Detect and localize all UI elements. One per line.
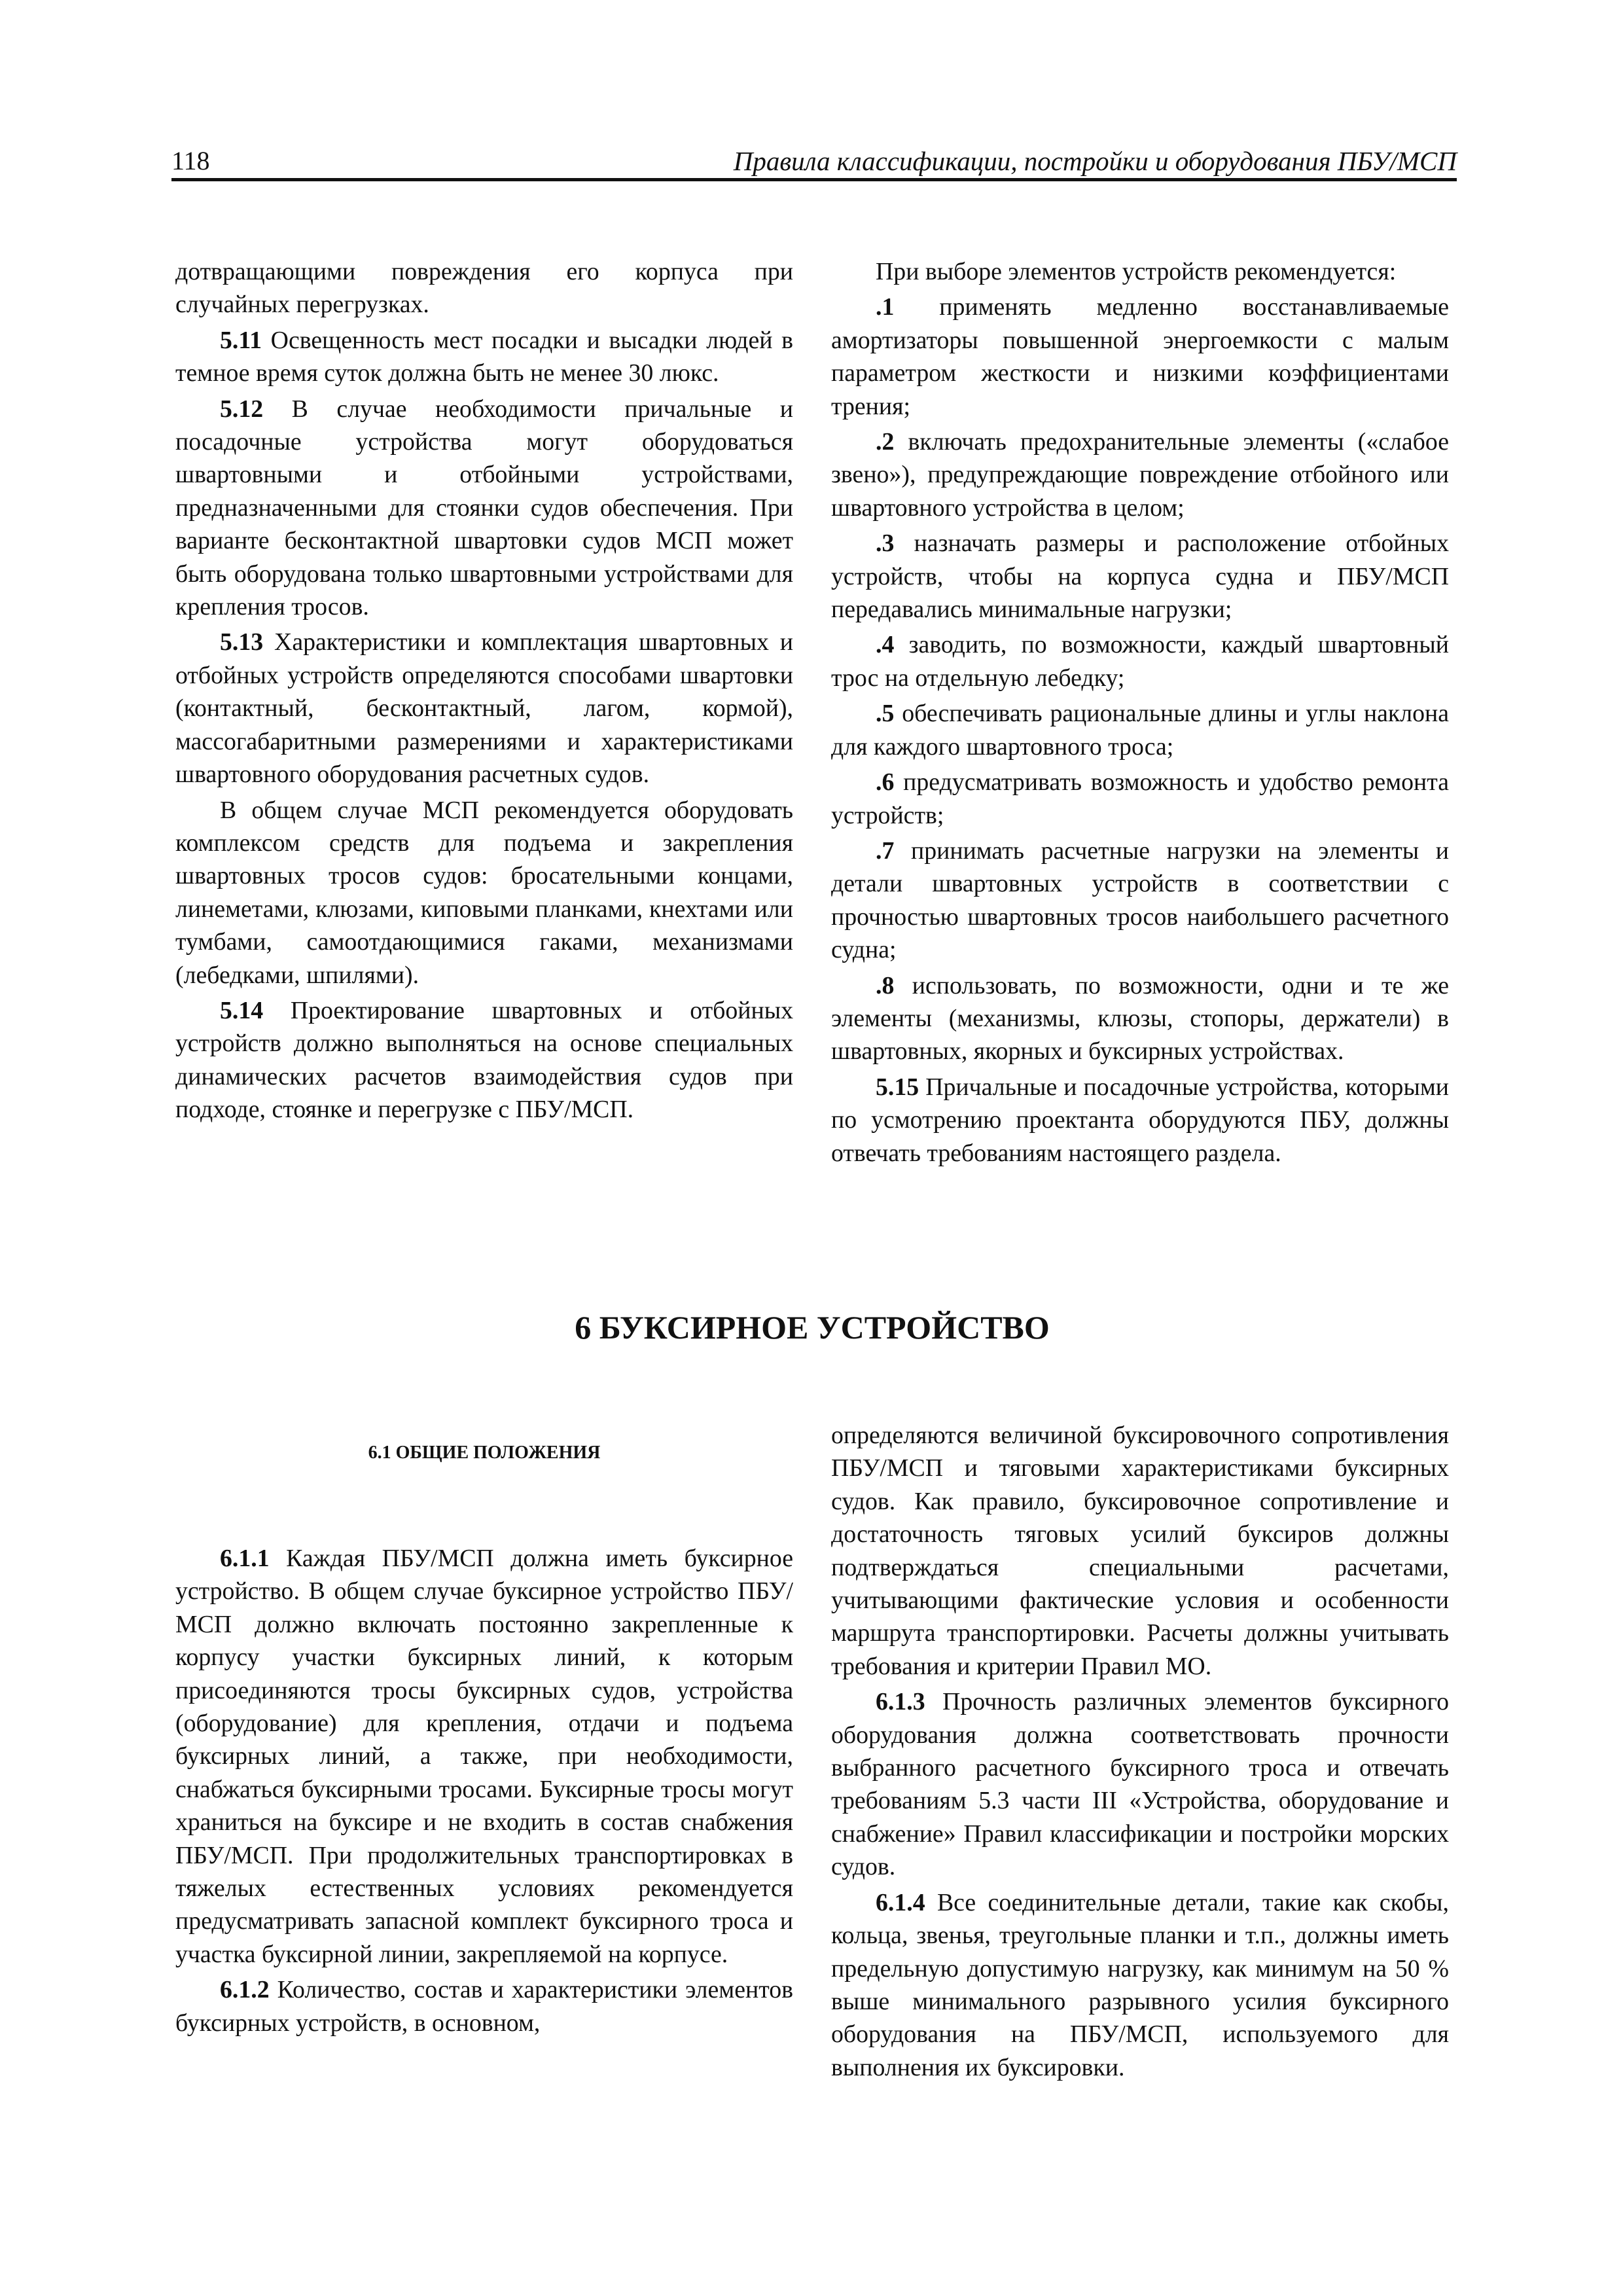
clause-text: Каждая ПБУ/МСП должна иметь буксирное устройство. В общем случае буксирное устройство ПБУ/МСП должно включать постоянно закрепленные к корпусу участки буксирных линий, к которым присоединяются тросы буксирных судов, устройства (оборудование) для крепления, отдачи и подъема буксирных линий, а также, при необходимости, снабжаться буксирными тросами. Буксирные тросы могут храниться на буксире и не входить в состав снабжения ПБУ/МСП. При продолжительных транспортировках в тяжелых естественных условиях рекомендуется предусматривать запасной комплект буксирного троса и участка буксирной линии, закрепляемой на корпусе.: [175, 1545, 793, 1968]
list-item: [831, 969, 1449, 1068]
clause-5-12: [175, 393, 793, 624]
item-text: обеспечивать рациональные длины и углы наклона для каждого швартовного троса;: [831, 700, 1449, 761]
paragraph-continuation: определяются величиной буксировочного сопротивления ПБУ/МСП и тяговыми характеристиками буксирных судов. Как правило, буксировочное сопротивление и достаточность тяговых усилий буксиров должны подтверждаться специальными расчетами, учитывающими фактические условия и особенности маршрута транспортировки. Расчеты должны учитывать требования и критерии Правил МО.: [831, 1422, 1449, 1680]
list-item: [831, 291, 1449, 423]
item-text: заводить, по возможности, каждый швартовный трос на отдельную лебедку;: [831, 631, 1449, 692]
clause-number: 5.15: [876, 1073, 919, 1101]
clause-5-13: [175, 626, 793, 791]
clause-6-1-2: [175, 1973, 793, 2039]
right-column-top: [831, 255, 1449, 1172]
clause-6-1-4: [831, 1886, 1449, 2084]
subsection-title: 6.1 ОБЩИЕ ПОЛОЖЕНИЯ: [368, 1443, 601, 1463]
clause-text: Количество, состав и характеристики элементов буксирных устройств, в основном,: [175, 1976, 793, 2037]
clause-number: 6.1.4: [876, 1888, 925, 1916]
clause-5-15: [831, 1071, 1449, 1170]
item-text: применять медленно восстанавливаемые амортизаторы повышенной энергоемкости с малым параметром жесткости и низкими коэффициентами трения;: [831, 293, 1449, 420]
left-column-bottom: [175, 1419, 793, 2042]
left-column-top: [175, 255, 793, 1129]
item-number: .8: [876, 971, 895, 999]
clause-text: Проектирование швартовных и отбойных устройств должно выполняться на основе специальных динамических расчетов взаимодействия судов при подходе, стоянке и перегрузке с ПБУ/МСП.: [175, 996, 793, 1124]
section-title: 6 БУКСИРНОЕ УСТРОЙСТВО: [575, 1309, 1050, 1346]
clause-text: Характеристики и комплектация швартовных и отбойных устройств определяются способами швартовки (контактный, бесконтактный, лагом, кормой), массогабаритными размерениями и характеристиками швартовного оборудования расчетных судов.: [175, 628, 793, 789]
clause-6-1-3: [831, 1685, 1449, 1883]
item-number: .1: [876, 293, 895, 321]
clause-text: В случае необходимости причальные и посадочные устройства могут оборудоваться швартовными и отбойными устройствами, предназначенными для стоянки судов обеспечения. При варианте бесконтактной швартовки судов МСП может быть оборудована только швартовными устройствами для крепления тросов.: [175, 395, 793, 621]
clause-number: 6.1.2: [220, 1976, 270, 2004]
item-text: включать предохранительные элементы («слабое звено»), предупреждающие повреждение отбойного или швартовного устройства в целом;: [831, 428, 1449, 522]
page-header: [171, 140, 1457, 179]
clause-5-14: [175, 994, 793, 1126]
clause-6-1-1: [175, 1542, 793, 1971]
clause-text: Все соединительные детали, такие как скобы, кольца, звенья, треугольные планки и т.п., должны иметь предельную допустимую нагрузку, как минимум на 50 % выше минимального разрывного усилия буксирного оборудования на ПБУ/МСП, используемого для выполнения их буксировки.: [831, 1888, 1449, 2081]
item-text: использовать, по возможности, одни и те же элементы (механизмы, клюзы, стопоры, держатели) в швартовных, якорных и буксирных устройствах.: [831, 971, 1449, 1066]
item-text: назначать размеры и расположение отбойных устройств, чтобы на корпуса судна и ПБУ/МСП передавались минимальные нагрузки;: [831, 529, 1449, 624]
item-number: .5: [876, 700, 895, 728]
item-text: предусматривать возможность и удобство ремонта устройств;: [831, 768, 1449, 829]
clause-number: 5.13: [220, 628, 264, 656]
list-item: [831, 766, 1449, 832]
item-number: .4: [876, 631, 895, 659]
clause-number: 5.12: [220, 395, 264, 423]
item-number: .6: [876, 768, 895, 797]
list-item: [831, 425, 1449, 524]
clause-5-11: [175, 324, 793, 390]
item-number: .3: [876, 529, 895, 558]
list-item: [831, 527, 1449, 626]
running-title: Правила классификации, постройки и оборудования ПБУ/МСП: [733, 146, 1457, 176]
header-rule: [171, 178, 1457, 181]
list-item: [831, 628, 1449, 694]
item-text: принимать расчетные нагрузки на элементы и детали швартовных устройств в соответствии с прочностью швартовных тросов наибольшего расчетного судна;: [831, 836, 1449, 964]
paragraph-continuation: дотвращающими повреждения его корпуса при случайных перегрузках.: [175, 258, 793, 319]
page-number: 118: [171, 146, 210, 175]
right-column-bottom: [831, 1419, 1449, 2087]
clause-number: 5.11: [220, 326, 262, 354]
item-number: .7: [876, 836, 895, 865]
paragraph: В общем случае МСП рекомендуется оборудовать комплексом средств для подъема и закрепления швартовных тросов судов: бросательными концами, линеметами, клюзами, киповыми планками, кнехтами или тумбами, самоотдающимися гаками, механизмами (лебедками, шпилями).: [175, 796, 793, 989]
item-number: .2: [876, 428, 895, 456]
list-intro: При выборе элементов устройств рекомендуется:: [876, 258, 1397, 285]
clause-number: 6.1.1: [220, 1545, 270, 1572]
clause-number: 5.14: [220, 996, 264, 1024]
list-item: [831, 834, 1449, 967]
clause-text: Прочность различных элементов буксирного оборудования должна соответствовать прочности выбранного расчетного буксирного троса и отвечать требованиям 5.3 части III «Устройства, оборудование и снабжение» Правил классификации и постройки морских судов.: [831, 1688, 1449, 1881]
clause-text: Причальные и посадочные устройства, которыми по усмотрению проектанта оборудуются ПБУ, должны отвечать требованиям настоящего раздела.: [831, 1073, 1449, 1167]
list-item: [831, 697, 1449, 763]
clause-text: Освещенность мест посадки и высадки людей в темное время суток должна быть не менее 30 люкс.: [175, 326, 793, 387]
clause-number: 6.1.3: [876, 1688, 925, 1716]
